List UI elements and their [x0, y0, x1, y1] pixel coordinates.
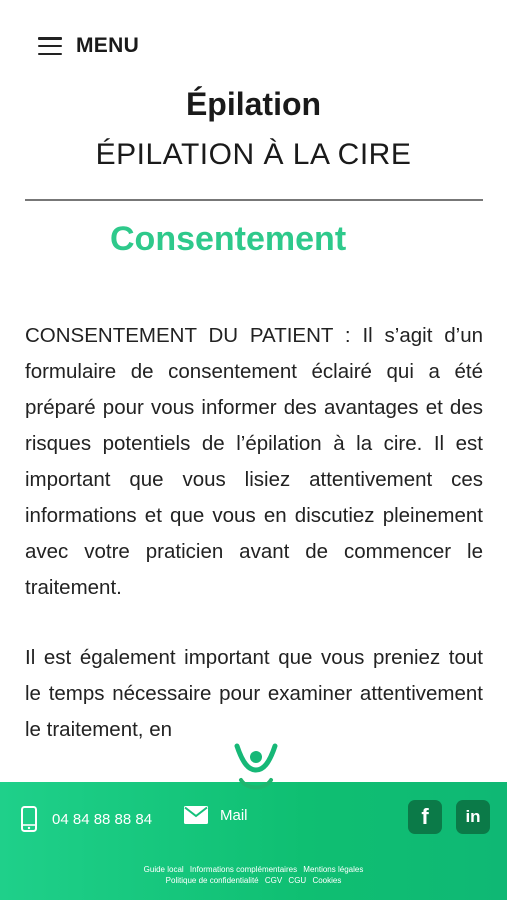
page-subtitle: ÉPILATION À LA CIRE [95, 138, 412, 171]
mail-icon [184, 806, 208, 824]
legal-link[interactable]: CGU [288, 876, 307, 885]
paragraph: CONSENTEMENT DU PATIENT : Il s’agit d’un formulaire de consentement éclairé qui a été préparé pour vous informer des avantages et des risques potentiels de l’épilation à la cire. Il est important que vous lisiez attentivement ces informations et que vous en discutiez pleinement avec votre praticien avant de commencer le traitement. [25, 324, 483, 599]
phone-number: 04 84 88 88 84 [52, 810, 153, 828]
menu-label: MENU [76, 34, 140, 57]
legal-links [0, 864, 507, 886]
facebook-icon[interactable]: f [408, 800, 442, 834]
divider [25, 199, 483, 201]
paragraph: Il est également important que vous preniez tout le temps nécessaire pour examiner attentivement le traitement, en [25, 646, 483, 741]
logo-icon [233, 740, 279, 798]
legal-link[interactable]: Politique de confidentialité [165, 876, 259, 885]
mail-link[interactable] [184, 806, 248, 824]
linkedin-icon[interactable]: in [456, 800, 490, 834]
page-title: Épilation [185, 86, 322, 122]
article-body [25, 318, 483, 782]
mail-label: Mail [220, 806, 248, 824]
menu-button[interactable] [38, 30, 139, 62]
section-heading: Consentement [110, 220, 347, 258]
legal-link[interactable]: Informations complémentaires [189, 865, 298, 874]
phone-icon [20, 806, 38, 832]
hamburger-menu-icon [38, 37, 62, 55]
legal-link[interactable]: CGV [264, 876, 283, 885]
legal-link[interactable]: Mentions légales [303, 865, 364, 874]
footer-bar [0, 782, 507, 900]
phone-link[interactable] [20, 806, 152, 832]
legal-link[interactable]: Guide local [143, 865, 184, 874]
legal-link[interactable]: Cookies [312, 876, 342, 885]
